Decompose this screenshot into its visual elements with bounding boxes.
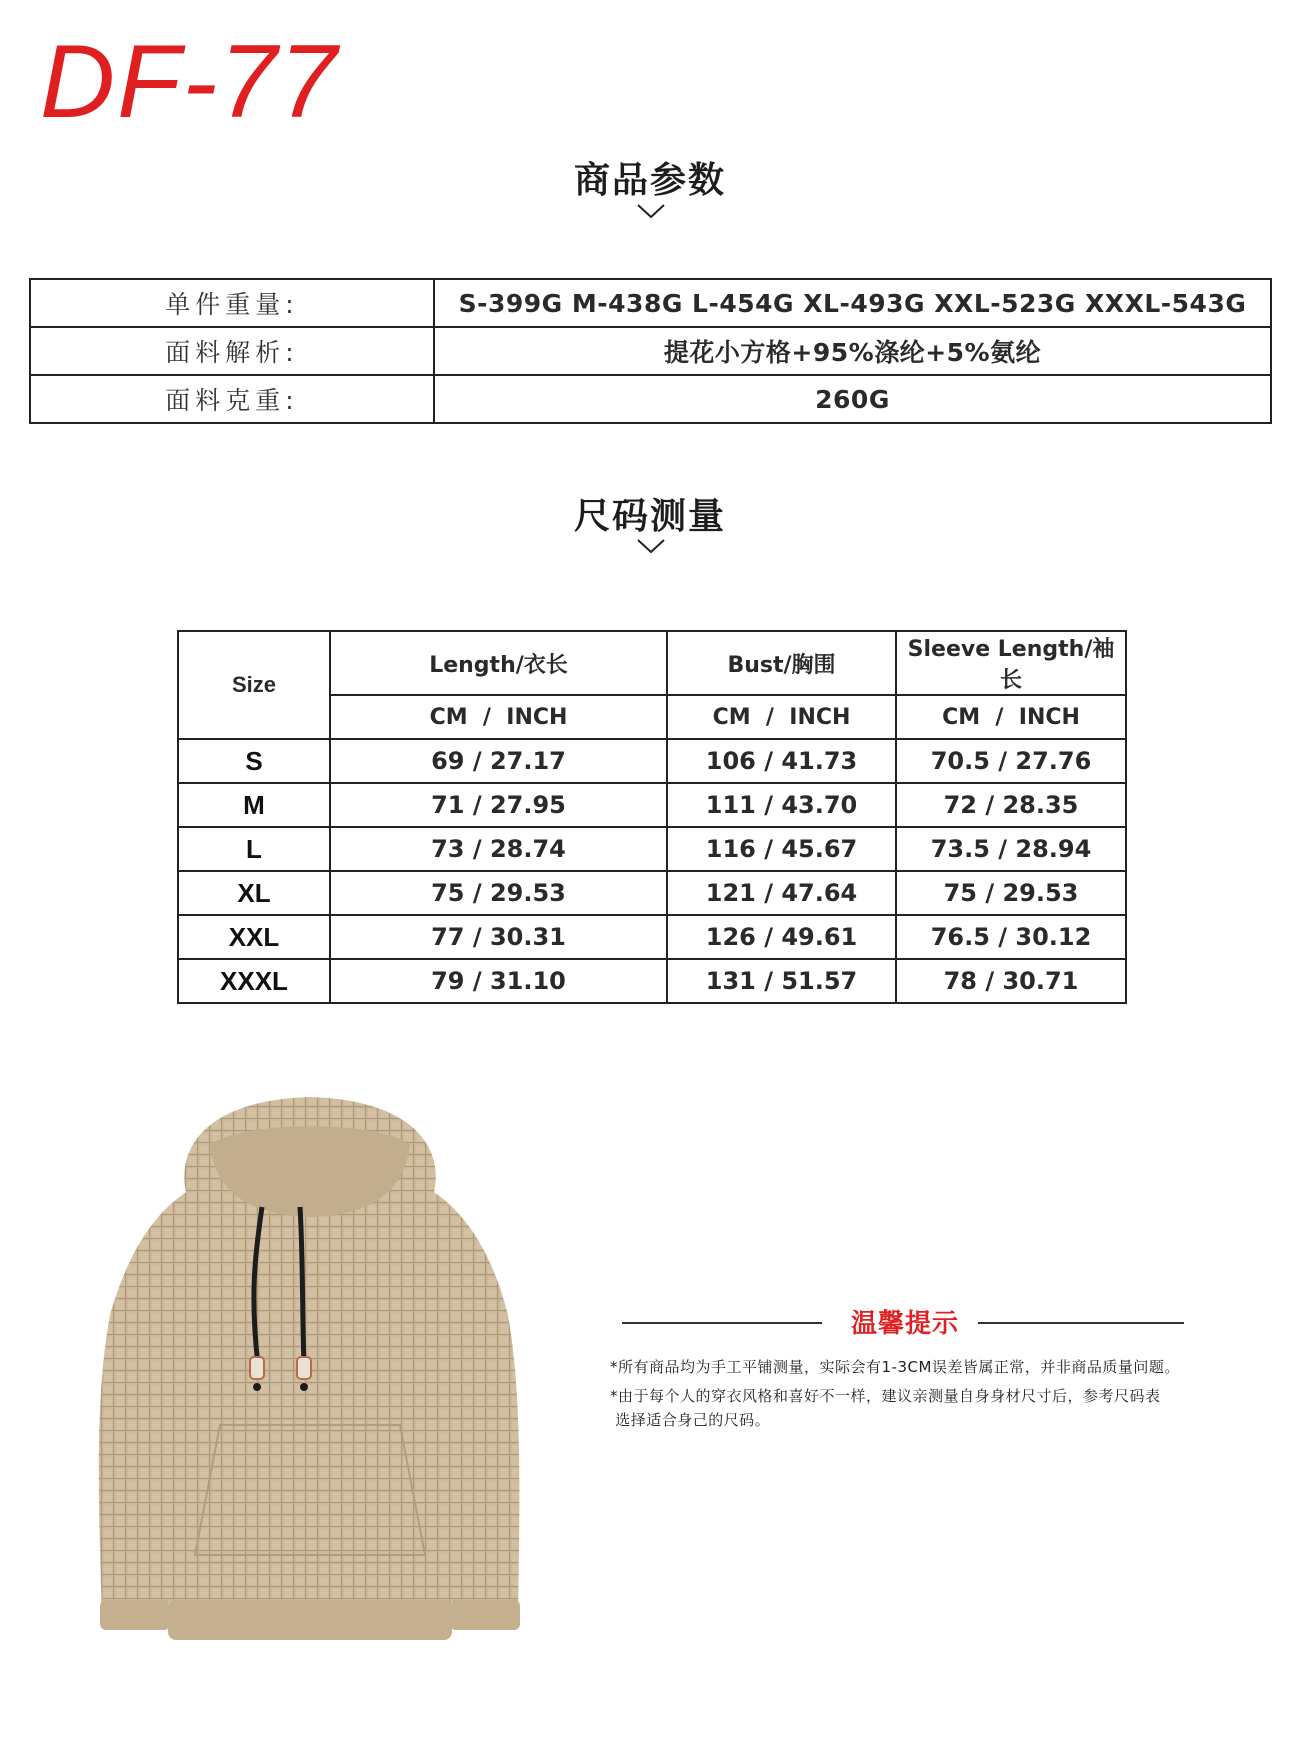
tip-divider-left xyxy=(622,1322,822,1324)
table-row xyxy=(178,739,1126,783)
tip-line-3: 选择适合身己的尺码。 xyxy=(610,1411,771,1429)
tips-title: 温馨提示 xyxy=(850,1309,959,1339)
tip-divider-right xyxy=(978,1322,1184,1324)
column-header: Bust/胸围 xyxy=(667,631,896,695)
table-row xyxy=(178,959,1126,1003)
table-row xyxy=(178,783,1126,827)
param-label: 面料解析: xyxy=(30,327,434,375)
bust-cell: 111 / 43.70 xyxy=(667,783,896,827)
param-value: 提花小方格+95%涤纶+5%氨纶 xyxy=(434,327,1271,375)
length-cell: 79 / 31.10 xyxy=(330,959,667,1003)
bust-cell: 121 / 47.64 xyxy=(667,871,896,915)
length-cell: 73 / 28.74 xyxy=(330,827,667,871)
table-row xyxy=(178,827,1126,871)
length-cell: 71 / 27.95 xyxy=(330,783,667,827)
size-cell: L xyxy=(178,827,330,871)
sleeve-cell: 76.5 / 30.12 xyxy=(896,915,1126,959)
chevron-down-icon xyxy=(636,202,666,220)
sleeve-cell: 78 / 30.71 xyxy=(896,959,1126,1003)
unit-label: CM / INCH xyxy=(330,695,667,739)
bust-cell: 116 / 45.67 xyxy=(667,827,896,871)
unit-label: CM / INCH xyxy=(667,695,896,739)
size-cell: XXXL xyxy=(178,959,330,1003)
param-label: 面料克重: xyxy=(30,375,434,423)
params-row xyxy=(30,327,1271,375)
sleeve-cell: 72 / 28.35 xyxy=(896,783,1126,827)
sleeve-cell: 75 / 29.53 xyxy=(896,871,1126,915)
length-cell: 77 / 30.31 xyxy=(330,915,667,959)
params-row xyxy=(30,279,1271,327)
size-section-title: 尺码测量 xyxy=(573,496,726,537)
params-table xyxy=(29,278,1272,424)
hoodie-image xyxy=(90,1095,530,1655)
length-cell: 69 / 27.17 xyxy=(330,739,667,783)
sleeve-cell: 70.5 / 27.76 xyxy=(896,739,1126,783)
size-cell: M xyxy=(178,783,330,827)
column-header: Sleeve Length/袖长 xyxy=(896,631,1126,695)
model-code: DF-77 xyxy=(40,24,339,140)
tip-line-1: *所有商品均为手工平铺测量，实际会有1-3CM误差皆属正常，并非商品质量问题。 xyxy=(610,1358,1180,1376)
size-header: Size xyxy=(178,631,330,739)
size-table-header-row xyxy=(178,631,1126,695)
length-cell: 75 / 29.53 xyxy=(330,871,667,915)
params-section-title: 商品参数 xyxy=(573,160,726,201)
unit-label: CM / INCH xyxy=(896,695,1126,739)
size-table xyxy=(177,630,1127,1004)
column-header: Length/衣长 xyxy=(330,631,667,695)
table-row xyxy=(178,871,1126,915)
param-label: 单件重量: xyxy=(30,279,434,327)
param-value: S-399G M-438G L-454G XL-493G XXL-523G XXXL-543G xyxy=(434,279,1271,327)
params-row xyxy=(30,375,1271,423)
bust-cell: 126 / 49.61 xyxy=(667,915,896,959)
tip-line-2: *由于每个人的穿衣风格和喜好不一样，建议亲测量自身身材尺寸后，参考尺码表 xyxy=(610,1387,1161,1405)
chevron-down-icon xyxy=(636,537,666,555)
size-cell: S xyxy=(178,739,330,783)
bust-cell: 131 / 51.57 xyxy=(667,959,896,1003)
size-cell: XXL xyxy=(178,915,330,959)
sleeve-cell: 73.5 / 28.94 xyxy=(896,827,1126,871)
table-row xyxy=(178,915,1126,959)
size-cell: XL xyxy=(178,871,330,915)
bust-cell: 106 / 41.73 xyxy=(667,739,896,783)
param-value: 260G xyxy=(434,375,1271,423)
